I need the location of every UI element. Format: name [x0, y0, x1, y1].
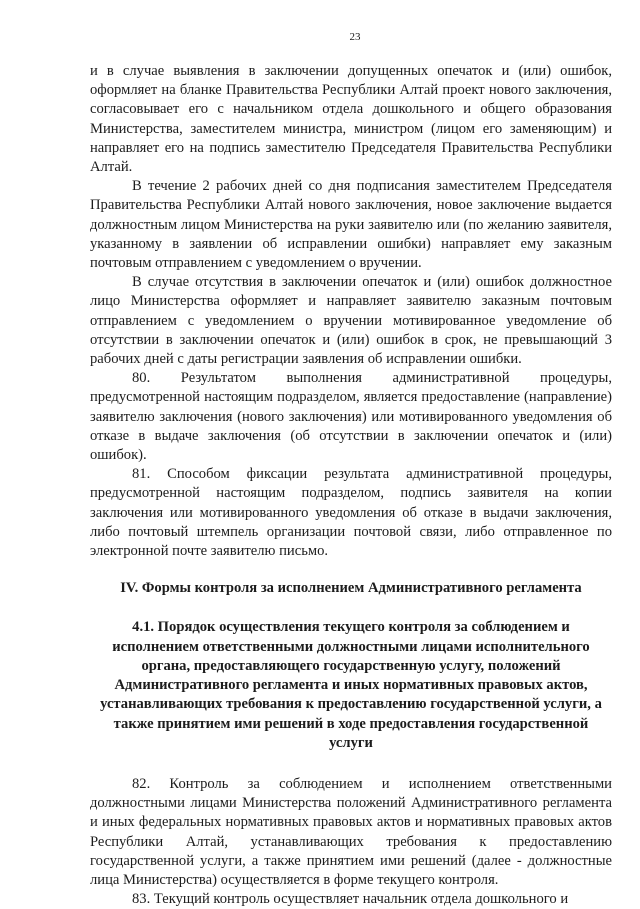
paragraph-81: 81. Способом фиксации результата административной процедуры, предусмотренной настоящим подразделом, подпись заявителя на копии заключения или мотивированного уведомления об отказе в выдачи заключения, либо почтовый штемпель организации почтовой связи, либо отправленное по электронной почте заявителю письмо.: [90, 466, 612, 560]
paragraph-no-errors-notice: В случае отсутствия в заключении опечаток и (или) ошибок должностное лицо Министерства оформляет и направляет заявителю заказным почтовым отправлением с уведомлением о вручении мотивированное уведомление об отсутствии в заключении опечаток и (или) ошибок в срок, не превышающий 3 рабочих дней с даты регистрации заявления об исправлении ошибки.: [90, 274, 612, 368]
paragraph-80: 80. Результатом выполнения административной процедуры, предусмотренной настоящим подразделом, является предоставление (направление) заявителю заключения (нового заключения) или мотивированного уведомления об отказе в выдаче заключения (об отсутствии в заключении опечаток и (или) ошибок).: [90, 370, 612, 464]
paragraph-continuation: и в случае выявления в заключении допущенных опечаток и (или) ошибок, оформляет на бланке Правительства Республики Алтай проект нового заключения, согласовывает его с начальником отдела дошкольного и общего образования Министерства, заместителем министра, министром (лицом его заменяющим) и направляет его на подпись заместителю Председателя Правительства Республики Алтай.: [90, 63, 612, 176]
page-number: 23: [349, 31, 361, 43]
paragraph-83: 83. Текущий контроль осуществляет начальник отдела дошкольного и: [132, 891, 569, 908]
subsection-heading: 4.1. Порядок осуществления текущего контроля за соблюдением и исполнением ответственными должностными лицами исполнительного органа, предоставляющего государственную услугу, положений Административного регламента и иных нормативных правовых актов, устанавливающих требования к предоставлению государственной услуги, а также принятием ими решений в ходе предоставления государственной услуги: [100, 619, 602, 751]
paragraph-82: 82. Контроль за соблюдением и исполнением ответственными должностными лицами Министерства положений Административного регламента и иных федеральных нормативных правовых актов и нормативных правовых актов Республики Алтай, устанавливающих требования к предоставлению государственной услуги, а также принятием ими решений (далее - должностные лица Министерства) осуществляется в форме текущего контроля.: [90, 775, 612, 888]
section-heading: IV. Формы контроля за исполнением Административного регламента: [120, 580, 582, 597]
paragraph-new-conclusion-issuance: В течение 2 рабочих дней со дня подписания заместителем Председателя Правительства Республики Алтай нового заключения, новое заключение выдается должностным лицом Министерства на руки заявителю или (по желанию заявителя, указанному в заявлении об исправлении ошибки) направляет ему заказным почтовым отправлением с уведомлением о вручении.: [90, 178, 612, 272]
